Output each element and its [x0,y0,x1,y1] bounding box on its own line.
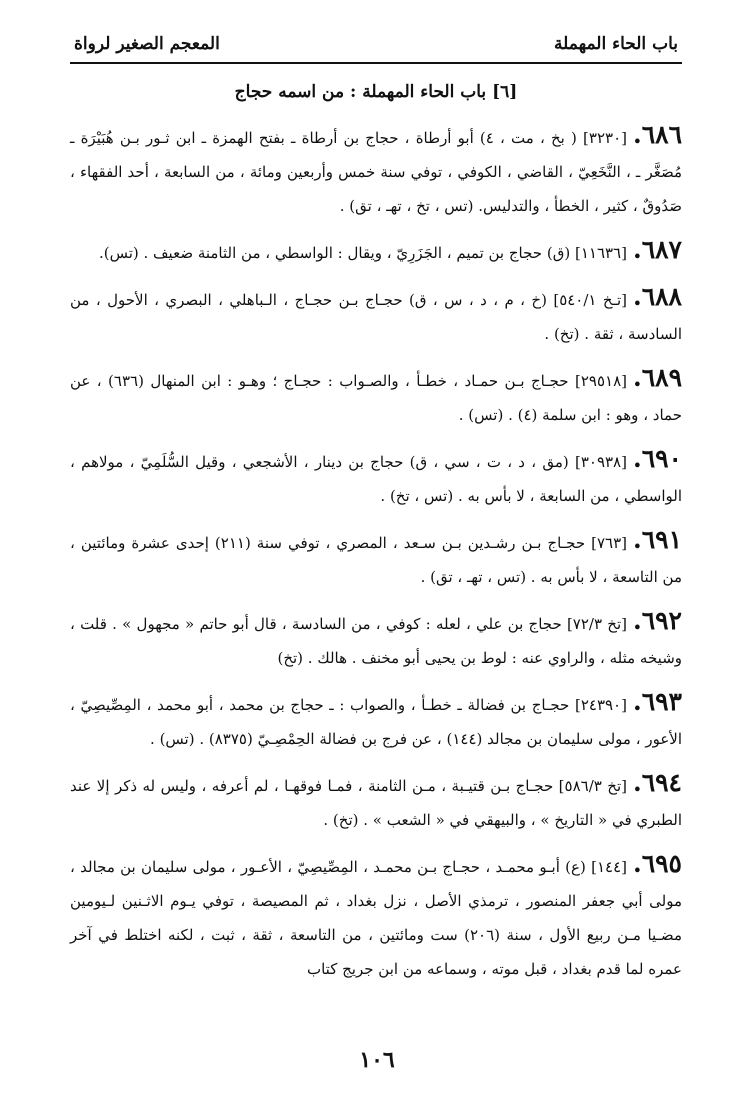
entry-693 [70,685,682,756]
entry-688 [70,280,682,351]
entry-number: ٦٨٦. [633,120,683,149]
entry-692 [70,604,682,675]
entry-text: [تـخ ٥٤٠/١] (خ ، م ، د ، س ، ق) حجـاج بـن حجـاج ، الـباهلي ، البصري ، الأحول ، من السادسة ، ثقة . (تخ) . [70,291,682,343]
entry-689 [70,361,682,432]
entry-text: [٢٩٥١٨] حجـاج بـن حمـاد ، خطـأ ، والصـواب : حجـاج ؛ وهـو : ابن المنهال (٦٣٦) ، عن حماد ، وهو : ابن سلمة (٤) . (تس) . [70,372,682,424]
entry-text: [١٤٤] (ع) أبـو محمـد ، حجـاج بـن محمـد ، المِصِّيصِيّ ، الأعـور ، مولى سليمان بن مجالد ، مولى أبي جعفر المنصور ، ترمذي الأصل ، نزل بغداد ، ثم المصيصة ، توفي يـوم الاثـنين لـيومين مضـيا مـن ربيع الأول ، سنة (٢٠٦) ست ومائتين ، من التاسعة ، ثقة ، ثبت ، لكنه اختلط في آخر عمره لما قدم بغداد ، قبل موته ، وسماعه من ابن جريج كتاب [70,858,682,978]
entry-text: [تخ ٥٨٦/٣] حجـاج بـن قتيـبة ، مـن الثامنة ، فمـا فوقهـا ، لم أعرفه ، وليس له ذكر إلا عند الطبري في « التاريخ » ، والبيهقي في « الشعب » . (تخ) . [70,777,682,829]
entry-number: ٦٨٧. [632,235,682,264]
entry-number: ٦٨٩. [633,363,683,392]
entry-number: ٦٩٥. [632,849,682,878]
page-number: ١٠٦ [359,1047,395,1073]
entry-text: [تخ ٧٢/٣] حجاج بن علي ، لعله : كوفي ، من السادسة ، قال أبو حاتم « مجهول » . قلت ، وشيخه مثله ، والراوي عنه : لوط بن يحيى أبو مخنف . هالك . (تخ) [70,615,682,667]
section-title: [٦] باب الحاء المهملة : من اسمه حجاج [234,82,518,102]
entry-695 [70,847,682,986]
entry-694 [70,766,682,837]
entry-text: [٢٤٣٩٠] حجـاج بن فضالة ـ خطـأ ، والصواب : ـ حجاج بن محمد ، أبو محمد ، المِصِّيصِيّ ، الأعور ، مولى سليمان بن مجالد (١٤٤) ، عن فرج بن فضالة الحِمْصِـيّ (٨٣٧٥) . (تس) . [70,696,682,748]
entry-690 [70,442,682,513]
entry-number: ٦٩٣. [632,687,682,716]
entry-691 [70,523,682,594]
entry-text: [٣٠٩٣٨] (مق ، د ، ت ، سي ، ق) حجاج بن دينار ، الأشجعي ، وقيل السُّلَمِيّ ، مولاهم ، الواسطي ، من السابعة ، لا بأس به . (تس ، تخ) . [70,453,682,505]
entry-text: [٧٦٣] حجـاج بـن رشـدين بـن سـعد ، المصري ، توفي سنة (٢١١) إحدى عشرة ومائتين ، من التاسعة ، لا بأس به . (تس ، تهـ ، تق) . [70,534,682,586]
header-chapter-title: باب الحاء المهملة [554,34,678,54]
entry-number: ٦٩٢. [632,606,682,635]
entries-list [70,118,682,996]
entry-number: ٦٩١. [633,525,683,554]
running-header [74,30,678,58]
header-book-title: المعجم الصغير لرواة [74,34,220,54]
entry-686 [70,118,682,223]
entry-number: ٦٨٨. [632,282,682,311]
entry-number: ٦٩٤. [632,768,682,797]
entry-687 [70,233,682,270]
header-rule [70,62,682,64]
entry-text: [١١٦٣٦] (ق) حجاج بن تميم ، الجَزَرِيّ ، ويقال : الواسطي ، من الثامنة ضعيف . (تس). [98,244,627,262]
entry-number: ٦٩٠. [632,444,682,473]
entry-text: [٣٢٣٠] ( بخ ، مت ، ٤) أبو أرطاة ، حجاج بن أرطاة ـ بفتح الهمزة ـ ابن ثـور بـن هُبَيْرَة ـ مُصَغَّر ـ ، النَّخَعِيّ ، القاضي ، الكوفي ، توفي سنة خمس وأربعين ومائة ، من السابعة ، أحد الفقهاء ، صَدُوقٌ ، كثير ، الخطأ ، والتدليس. (تس ، تخ ، تهـ ، تق) . [70,129,682,215]
